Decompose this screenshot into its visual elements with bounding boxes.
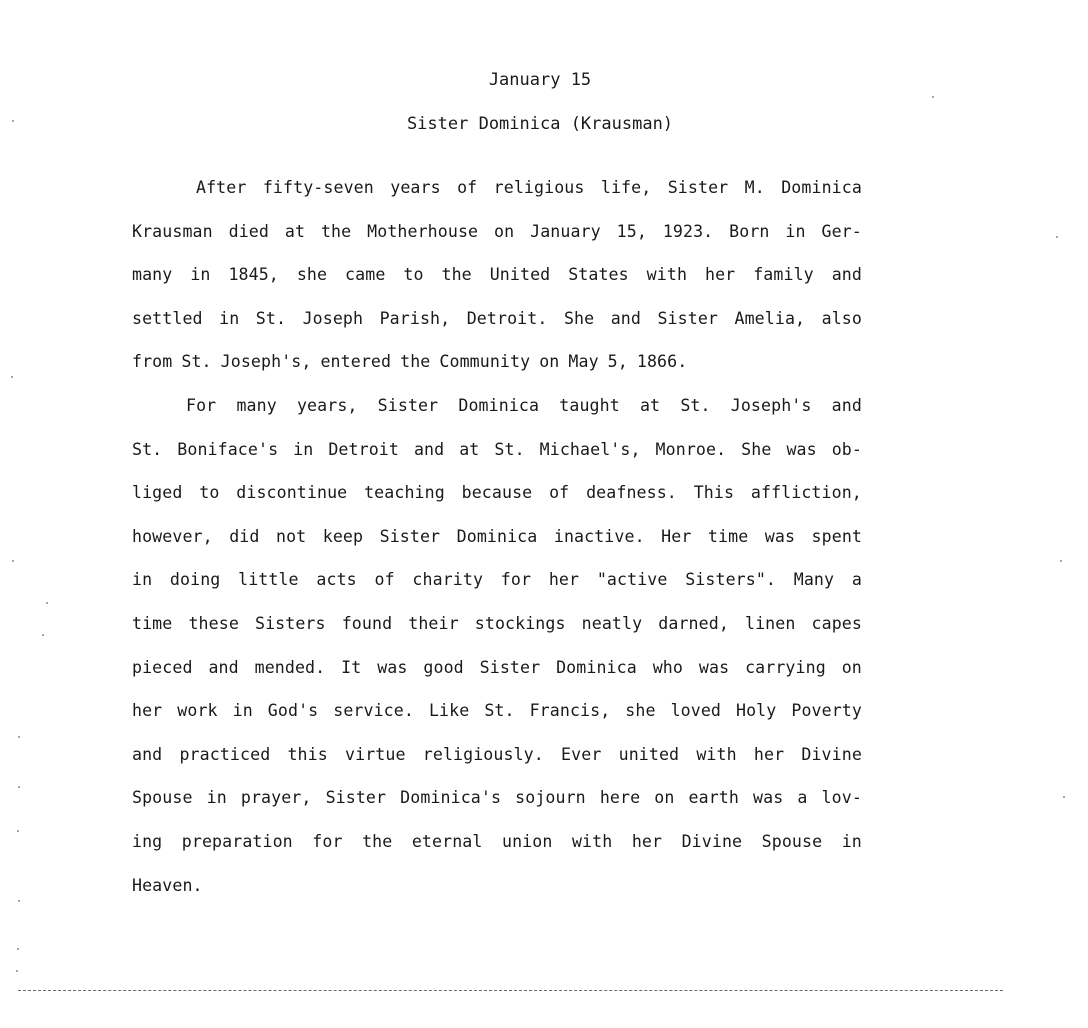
word: Dominica (458, 395, 540, 415)
word: Motherhouse (367, 221, 479, 241)
word: God's (267, 701, 319, 721)
word: at (639, 395, 661, 415)
word: Divine (681, 831, 743, 851)
word: Joseph's (730, 395, 812, 415)
word: "active (596, 570, 668, 590)
word: the (362, 831, 393, 851)
word: because (461, 483, 533, 503)
word: many (236, 395, 277, 415)
word: eternal (411, 831, 483, 851)
word: a (797, 788, 808, 808)
word: from (132, 352, 173, 372)
word: she (296, 265, 328, 285)
word: her (753, 744, 785, 764)
word: Born (729, 221, 770, 241)
word: life, (600, 178, 652, 197)
word: preparation (181, 831, 293, 851)
word: linen (745, 613, 796, 633)
word: pieced (132, 657, 193, 677)
word: years, (296, 395, 358, 415)
word: States (568, 265, 629, 285)
word: for (500, 570, 532, 590)
word: however, (132, 526, 213, 546)
word: Francis, (529, 701, 611, 721)
word: in (232, 701, 253, 721)
word: lov- (821, 788, 862, 808)
word: did (229, 526, 260, 546)
word: came (345, 265, 386, 285)
word: spent (811, 526, 862, 546)
word: United (489, 265, 551, 285)
word: carrying (745, 657, 826, 677)
word: fifty-seven (262, 178, 374, 197)
word: time (707, 526, 749, 546)
word: Sister (657, 308, 719, 328)
word: Holy (736, 701, 777, 721)
word: entered (320, 352, 392, 372)
word: to (403, 265, 424, 285)
word: Many (793, 570, 835, 590)
word: sojourn (515, 788, 586, 808)
word: religiously. (422, 744, 544, 764)
word: settled (132, 308, 203, 328)
word: Ger- (821, 221, 862, 241)
word: Monroe. (655, 439, 727, 459)
word: Spouse (761, 831, 823, 851)
word: She (741, 439, 772, 459)
word: with (571, 831, 613, 851)
word: 1923. (662, 221, 714, 241)
text-line (132, 874, 862, 918)
word: was (698, 657, 730, 677)
word: in (190, 265, 211, 285)
word: ing (132, 831, 163, 851)
document-date: January 15 (488, 70, 592, 90)
word: 1845, (228, 265, 279, 285)
word: teaching (364, 483, 445, 503)
word: in (293, 439, 314, 459)
word: capes (811, 613, 862, 633)
word: taught (559, 395, 620, 415)
word: years (390, 178, 441, 197)
word: little (238, 570, 299, 590)
word: work (177, 701, 218, 721)
word: who (652, 657, 683, 677)
word: a (851, 570, 862, 590)
word: acts (316, 570, 357, 590)
word: Community (439, 352, 531, 372)
word: the (320, 221, 352, 241)
word: her (704, 265, 736, 285)
word: M. (744, 178, 765, 197)
word: discontinue (236, 483, 348, 503)
word: Boniface's (177, 439, 279, 459)
word: on (494, 221, 515, 241)
word: 5, (607, 352, 628, 372)
word: with (646, 265, 688, 285)
word: Dominica (556, 657, 637, 677)
word: these (188, 613, 239, 633)
word: was (377, 657, 408, 677)
text-line (132, 743, 862, 787)
word: Poverty (791, 701, 862, 721)
word: this (287, 744, 328, 764)
word: here (599, 788, 641, 808)
word: Sisters (254, 613, 326, 633)
word: not (275, 526, 307, 546)
word: Divine (801, 744, 862, 764)
word: Sisters". (685, 570, 777, 590)
word: Krausman (132, 221, 213, 241)
word: deafness. (586, 483, 677, 503)
text-line (132, 220, 862, 264)
word: earth (688, 788, 739, 808)
word: was (753, 788, 784, 808)
word: Detroit. (466, 308, 548, 328)
word: on (539, 352, 560, 372)
word: also (821, 308, 862, 328)
word: St. (255, 308, 287, 328)
word: ob- (831, 439, 862, 459)
word: on (841, 657, 862, 677)
word: May (568, 352, 599, 372)
text-line (132, 699, 862, 743)
word: It (341, 657, 362, 677)
word: religious (493, 178, 585, 197)
word: After (196, 178, 247, 197)
word: the (441, 265, 472, 285)
word: Sister (379, 526, 441, 546)
word: in (219, 308, 240, 328)
word: This (693, 483, 735, 503)
word: inactive. (553, 526, 645, 546)
word: her (548, 570, 580, 590)
text-line (132, 481, 862, 525)
word: of (549, 483, 570, 503)
word: Dominica (781, 178, 862, 197)
word: doing (169, 570, 221, 590)
word: For (186, 395, 217, 415)
document-title: Sister Dominica (Krausman) (406, 114, 674, 134)
word: 15, (616, 221, 647, 241)
word: Amelia, (734, 308, 806, 328)
word: Detroit (328, 439, 399, 459)
word: January (530, 221, 601, 241)
word: Ever (561, 744, 602, 764)
word: practiced (179, 744, 271, 764)
word: was (786, 439, 817, 459)
word: at (284, 221, 306, 241)
text-line (132, 438, 862, 482)
document-body (132, 176, 862, 917)
word: good (423, 657, 464, 677)
word: in (132, 570, 153, 590)
word: and (831, 265, 862, 285)
word: Joseph (302, 308, 364, 328)
word: the (400, 352, 431, 372)
word: Spouse (132, 788, 193, 808)
word: family (753, 265, 814, 285)
word: Sister (667, 178, 729, 197)
word: many (132, 265, 173, 285)
word: St. (484, 701, 515, 721)
word: union (501, 831, 553, 851)
word: and (831, 395, 862, 415)
word: for (312, 831, 343, 851)
word: and (208, 657, 239, 677)
word: charity (412, 570, 484, 590)
bottom-dashed-rule (18, 990, 1003, 993)
word: and (610, 308, 641, 328)
word: was (764, 526, 796, 546)
word: on (654, 788, 675, 808)
word: Sister (325, 788, 387, 808)
word: in (785, 221, 806, 241)
word: loved (670, 701, 722, 721)
word: Sister (479, 657, 541, 677)
text-line (132, 525, 862, 569)
word: found (341, 613, 393, 633)
text-line (132, 612, 862, 656)
word: darned, (658, 613, 729, 633)
word: with (696, 744, 737, 764)
word: her (132, 701, 163, 721)
word: and (413, 439, 445, 459)
word: prayer, (240, 788, 312, 808)
word: neatly (581, 613, 643, 633)
word: of (457, 178, 478, 197)
word: affliction, (750, 483, 862, 503)
word: She (563, 308, 595, 328)
word: service. (333, 701, 414, 721)
word: stockings (474, 613, 566, 633)
word: died (228, 221, 269, 241)
text-line (132, 786, 862, 830)
word: united (618, 744, 680, 764)
word: St. (181, 352, 212, 372)
word: Heaven. (132, 875, 203, 895)
word: mended. (254, 657, 326, 677)
word: to (199, 483, 220, 503)
word: Dominica (456, 526, 538, 546)
word: Parish, (379, 308, 451, 328)
word: Michael's, (539, 439, 641, 459)
word: Dominica's (400, 788, 502, 808)
word: virtue (345, 744, 406, 764)
word: in (206, 788, 227, 808)
word: Like (428, 701, 470, 721)
word: and (132, 744, 163, 764)
text-line (132, 394, 862, 438)
text-line (132, 176, 862, 220)
word: her (631, 831, 663, 851)
word: Joseph's, (220, 352, 312, 372)
word: at (459, 439, 480, 459)
word: 1866. (636, 352, 688, 372)
word: Her (661, 526, 692, 546)
word: St. (680, 395, 711, 415)
word: time (132, 613, 173, 633)
word: of (374, 570, 395, 590)
word: St. (132, 439, 163, 459)
word: keep (322, 526, 364, 546)
text-line (132, 263, 862, 307)
text-line (132, 307, 862, 351)
text-line (132, 656, 862, 700)
word: St. (494, 439, 525, 459)
text-line (132, 830, 862, 874)
word: their (408, 613, 459, 633)
text-line (132, 568, 862, 612)
word: liged (132, 483, 183, 503)
word: in (841, 831, 862, 851)
word: Sister (377, 395, 439, 415)
text-line (132, 350, 862, 394)
word: she (625, 701, 656, 721)
